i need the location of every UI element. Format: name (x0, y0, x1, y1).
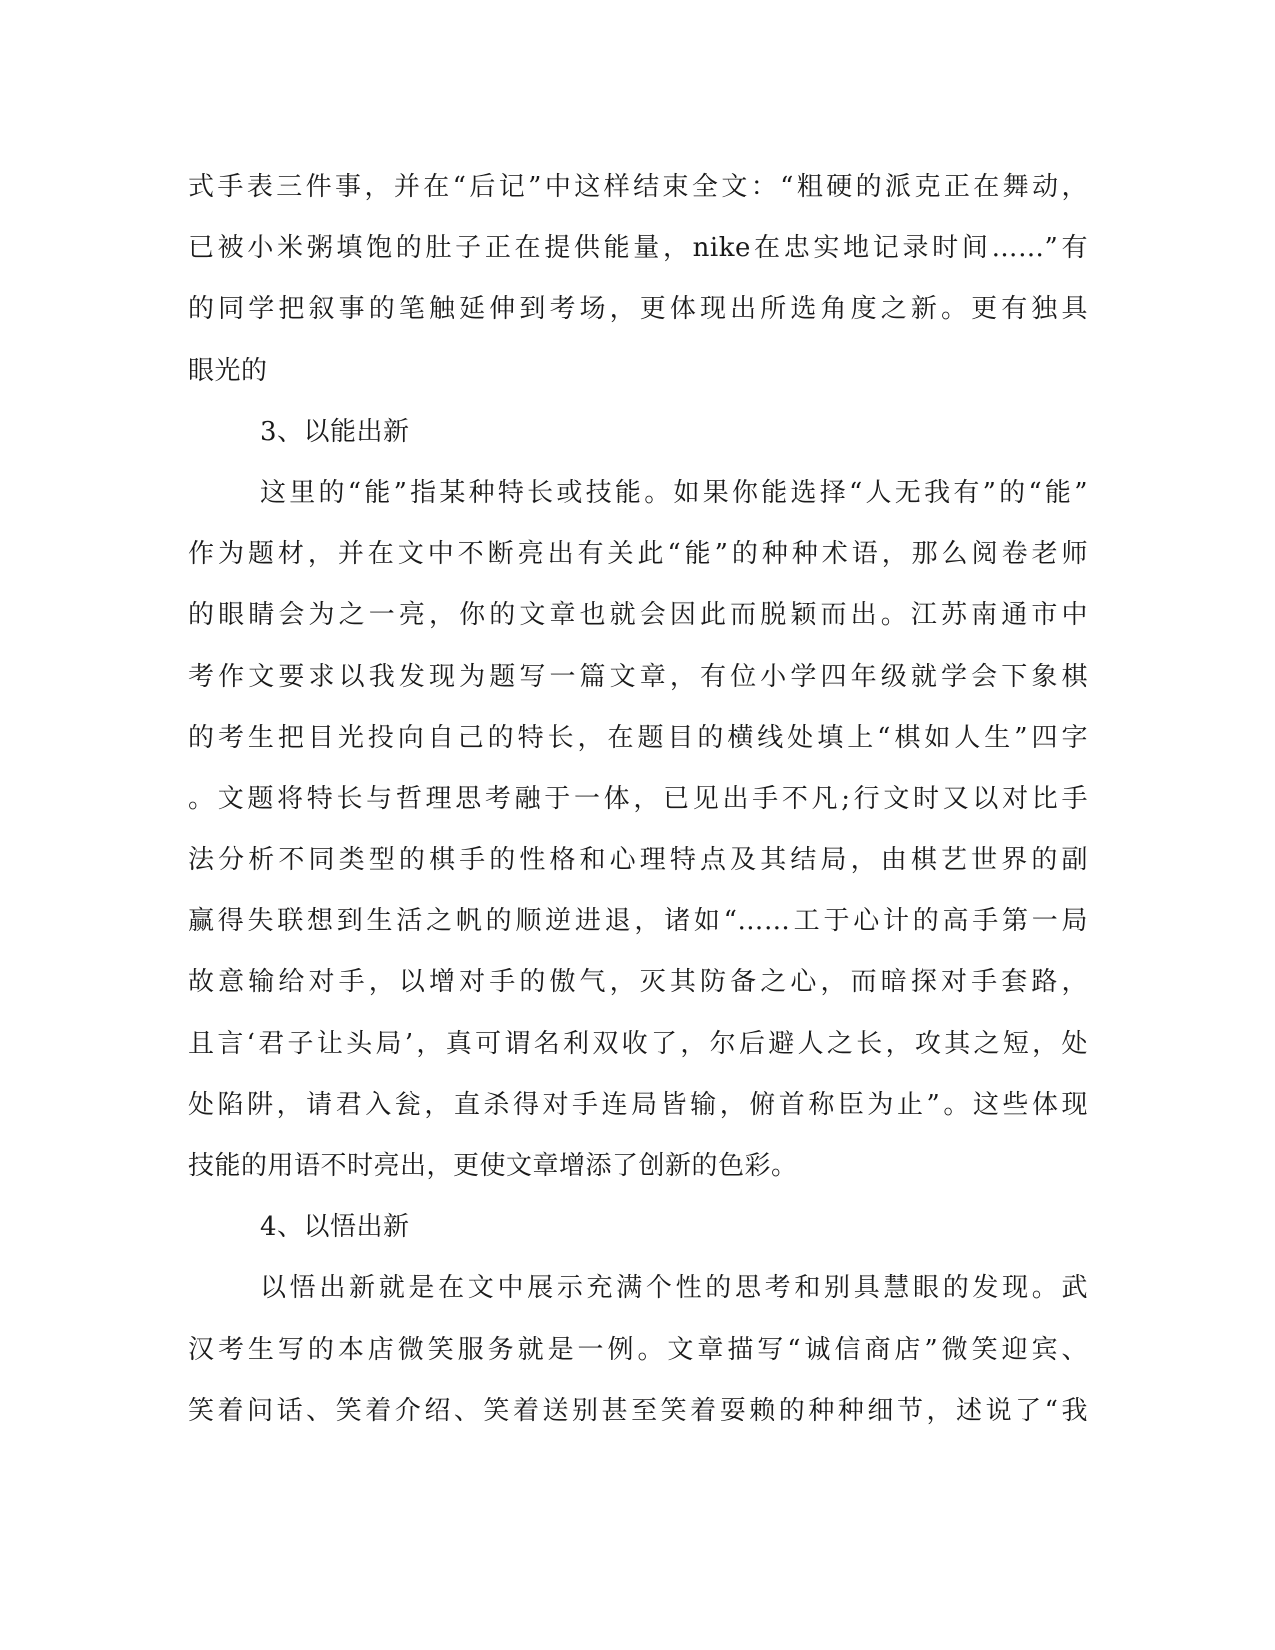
text-line: 。文题将特长与哲理思考融于一体，已见出手不凡;行文时又以对比手 (188, 783, 1088, 814)
paragraph-start: 这里的“能”指某种特长或技能。如果你能选择“人无我有”的“能” (260, 477, 1088, 508)
text-line: 的考生把目光投向自己的特长，在题目的横线处填上“棋如人生”四字 (188, 722, 1088, 753)
text-line: 式手表三件事，并在“后记”中这样结束全文：“粗硬的派克正在舞动， (188, 172, 1088, 202)
text-line: 的眼睛会为之一亮，你的文章也就会因此而脱颖而出。江苏南通市中 (188, 600, 1088, 631)
text-line: 眼光的 (188, 355, 268, 386)
text-line: 考作文要求以我发现为题写一篇文章，有位小学四年级就学会下象棋 (188, 661, 1088, 692)
text-line: 作为题材，并在文中不断亮出有关此“能”的种种术语，那么阅卷老师 (188, 539, 1088, 570)
text-line: 处陷阱，请君入瓮，直杀得对手连局皆输，俯首称臣为止”。这些体现 (188, 1089, 1088, 1120)
text-line: 故意输给对手，以增对手的傲气，灭其防备之心，而暗探对手套路， (188, 967, 1088, 998)
text-line: 法分析不同类型的棋手的性格和心理特点及其结局，由棋艺世界的副 (188, 845, 1088, 876)
text-line: 且言‘君子让头局’，真可谓名利双收了，尔后避人之长，攻其之短，处 (188, 1028, 1088, 1059)
text-line: 技能的用语不时亮出，更使文章增添了创新的色彩。 (188, 1151, 798, 1181)
text-line: 赢得失联想到生活之帆的顺逆进退，诸如“……工于心计的高手第一局 (188, 906, 1088, 937)
body-text (188, 157, 1088, 1442)
text-line: 汉考生写的本店微笑服务就是一例。文章描写“诚信商店”微笑迎宾、 (188, 1334, 1088, 1365)
text-line: 笑着问话、笑着介绍、笑着送别甚至笑着耍赖的种种细节，述说了“我 (188, 1395, 1088, 1426)
section-heading-4: 4、以悟出新 (260, 1212, 410, 1243)
text-line: 已被小米粥填饱的肚子正在提供能量，nike在忠实地记录时间……”有 (188, 233, 1088, 264)
text-line: 的同学把叙事的笔触延伸到考场，更体现出所选角度之新。更有独具 (188, 294, 1088, 325)
paragraph-start: 以悟出新就是在文中展示充满个性的思考和别具慧眼的发现。武 (260, 1273, 1088, 1304)
section-heading-3: 3、以能出新 (260, 416, 410, 447)
